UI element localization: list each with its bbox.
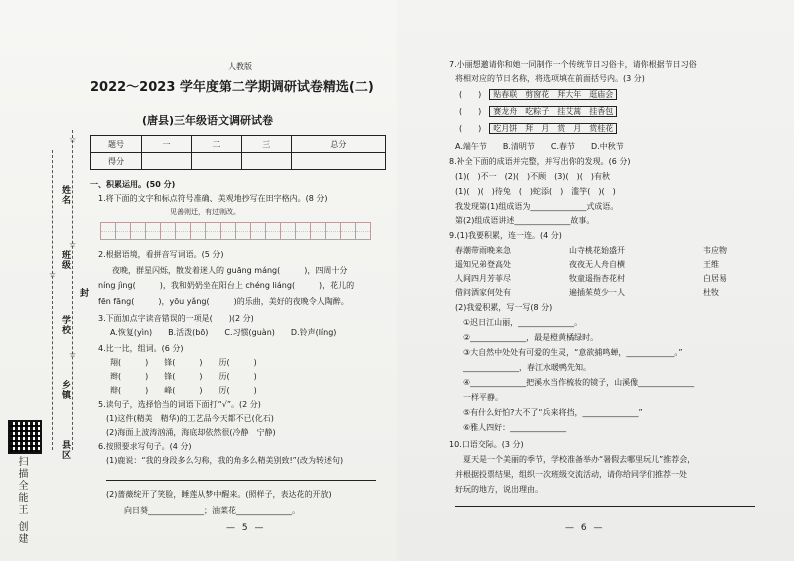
question-8-row: (1)( )不一 (2)( )不顾 (3)( )( )有秋 (455, 172, 610, 181)
question-9-fill: ②______________，最是橙黄橘绿时。 (463, 333, 599, 342)
poet-name: 白居易 (703, 274, 727, 283)
festival-row: ( ) 赛龙舟 吃粽子 挂艾蒿 挂香包 (459, 107, 617, 117)
question-9-fill: ⑥雅人四好：______________ (463, 423, 567, 432)
question-4-row: 辩( ) 峰( ) 厉( ) (110, 386, 257, 395)
question-8: 8.补全下面的成语并完整，并写出你的发现。(6 分) (449, 157, 631, 166)
poem-line-left: 春潮带雨晚来急 (455, 246, 511, 255)
question-7: 7.小丽想邀请你和她一同制作一个传统节日习俗卡，请你根据节日习俗 (449, 60, 697, 69)
score-header: 二 (191, 136, 241, 153)
question-8-row: (1)( )( )待兔 ( )蛇添( ) 滥竽( )( ) (455, 187, 616, 196)
poem-line-left: 借问酒家何处有 (455, 288, 511, 297)
edition-label: 人教版 (228, 62, 252, 71)
question-6-fill: 向日葵______________；油菜花______________。 (124, 506, 300, 515)
binding-seal-char: 封 (78, 288, 88, 298)
binding-label-name: 姓名 (60, 185, 70, 205)
writing-grid (100, 222, 370, 240)
question-9-part2: (2)我爱积累，写一写(8 分) (455, 303, 553, 312)
question-9-fill: 一样平静。 (463, 393, 503, 402)
question-6: 6.按照要求写句子。(4 分) (98, 442, 192, 451)
question-2-line: níng jìng( )，我和奶奶坐在阳台上 chéng liáng( )，花儿的 (98, 281, 355, 290)
binding-line-outer (52, 150, 53, 450)
question-5-item: (1)这件(精美 精华)的工艺品今天都不已(化石) (106, 414, 274, 423)
question-10-text: 并根据投票结果，组织一次班级交流活动，请你给同学们推荐一处 (455, 470, 687, 479)
question-5-item: (2)海面上波涛汹涌，海底却依然很(冷静 宁静) (106, 428, 276, 437)
question-2-line: fēn fāng( )，yōu yǎng( )的乐曲，美好的夜晚令人陶醉。 (98, 297, 349, 306)
star-icon: ☆ (69, 350, 77, 359)
score-cell (142, 153, 192, 170)
poem-line-left: 人间四月芳菲尽 (455, 274, 511, 283)
binding-line-inner (72, 130, 73, 450)
score-cell (291, 153, 385, 170)
poem-line-mid: 夜夜无人舟自横 (569, 260, 625, 269)
question-6-item: (2)蔷薇绽开了笑脸，睡莲从梦中醒来。(照样子，表达花的开放) (106, 490, 332, 499)
question-6-item: (1)鹿说：“我的身段多么匀称，我的角多么精美别致!”(改为转述句) (106, 456, 344, 465)
scanner-watermark: 扫描全能王 创建 (16, 456, 27, 546)
question-9-fill: ④______________把溪水当作梳妆的镜子，山溪像______________ (463, 378, 695, 387)
score-header: 题号 (91, 136, 142, 153)
question-2-line: 夜晚，群星闪烁，散发着迷人的 guāng máng( )，四周十分 (112, 266, 348, 275)
section-heading: 一、积累运用。(50 分) (90, 180, 176, 189)
question-9: 9.(1)我要积累，连一连。(4 分) (449, 231, 562, 240)
star-icon: ☆ (69, 240, 77, 249)
festival-row: ( ) 贴春联 剪窗花 拜大年 逛庙会 (459, 90, 617, 100)
poem-line-left: 遥知兄弟登高处 (455, 260, 511, 269)
binding-label-school: 学校 (60, 315, 70, 335)
poem-line-mid: 牧童遥指杏花村 (569, 274, 625, 283)
question-9-fill: ①迟日江山丽，______________。 (463, 318, 583, 327)
question-7-cont: 将相对应的节日名称，将选项填在前面括号内。(3 分) (455, 74, 645, 83)
score-header: 一 (142, 136, 192, 153)
page-number: — 6 — (565, 523, 605, 533)
question-8-story: 第(2)组成语讲述______________故事。 (455, 216, 595, 225)
score-cell (191, 153, 241, 170)
question-2: 2.根据语境，看拼音写词语。(5 分) (98, 250, 224, 259)
question-4: 4.比一比，组词。(6 分) (98, 344, 184, 353)
poet-name: 杜牧 (703, 288, 719, 297)
binding-label-county: 县区 (60, 440, 70, 460)
copy-sentence: 见善则迁，有过则改。 (170, 208, 240, 216)
exam-title: 2022～2023 学年度第二学期调研试卷精选(二) (90, 80, 374, 95)
question-4-row: 辫( ) 锋( ) 历( ) (110, 372, 257, 381)
page-number: — 5 — (226, 523, 266, 533)
poet-name: 韦应物 (703, 246, 727, 255)
poet-name: 王维 (703, 260, 719, 269)
question-10-text: 好玩的地方，说出理由。 (455, 485, 543, 494)
answer-line (455, 506, 755, 507)
score-header: 总分 (291, 136, 385, 153)
binding-label-class: 班级 (60, 250, 70, 270)
star-icon: ☆ (69, 135, 77, 144)
score-cell (241, 153, 291, 170)
score-row-label: 得分 (91, 153, 142, 170)
question-1: 1.将下面的文字和标点符号准确、美观地抄写在田字格内。(8 分) (98, 194, 328, 203)
score-table (90, 135, 386, 170)
right-page (397, 0, 794, 561)
question-10-text: 夏天是一个美丽的季节，学校准备举办“暑假去哪里玩儿”推荐会， (463, 455, 696, 464)
question-4-row: 翔( ) 锋( ) 历( ) (110, 358, 257, 367)
binding-label-town: 乡镇 (60, 380, 70, 400)
question-9-fill: ③大自然中处处有可爱的生灵，“意欲捕鸣蝉，____________。” (463, 348, 683, 357)
exam-subtitle: (唐县)三年级语文调研试卷 (142, 114, 274, 127)
answer-line (106, 480, 376, 481)
question-8-finding: 我发现第(1)组成语为______________式成语。 (455, 202, 619, 211)
question-10: 10.口语交际。(3 分) (449, 440, 524, 449)
poem-line-mid: 遍插茱萸少一人 (569, 288, 625, 297)
question-9-fill: ⑤有什么好怕?大不了“兵来将挡，______________” (463, 408, 643, 417)
poem-line-mid: 山寺桃花始盛开 (569, 246, 625, 255)
question-5: 5.读句子，选择恰当的词语下面打“√”。(2 分) (98, 400, 261, 409)
question-3: 3.下面加点字读音错误的一项是( )(2 分) (98, 314, 254, 323)
star-icon: ☆ (49, 270, 57, 279)
question-7-options: A.端午节 B.清明节 C.春节 D.中秋节 (455, 142, 624, 151)
score-header: 三 (241, 136, 291, 153)
festival-row: ( ) 吃月饼 拜 月 赏 月 赏桂花 (459, 124, 617, 134)
question-3-options: A.恢复(yìn) B.活泼(bō) C.习惯(guàn) D.铃声(líng) (110, 328, 337, 337)
question-9-fill: ______________，春江水暖鸭先知。 (463, 363, 591, 372)
qr-code (8, 420, 42, 454)
